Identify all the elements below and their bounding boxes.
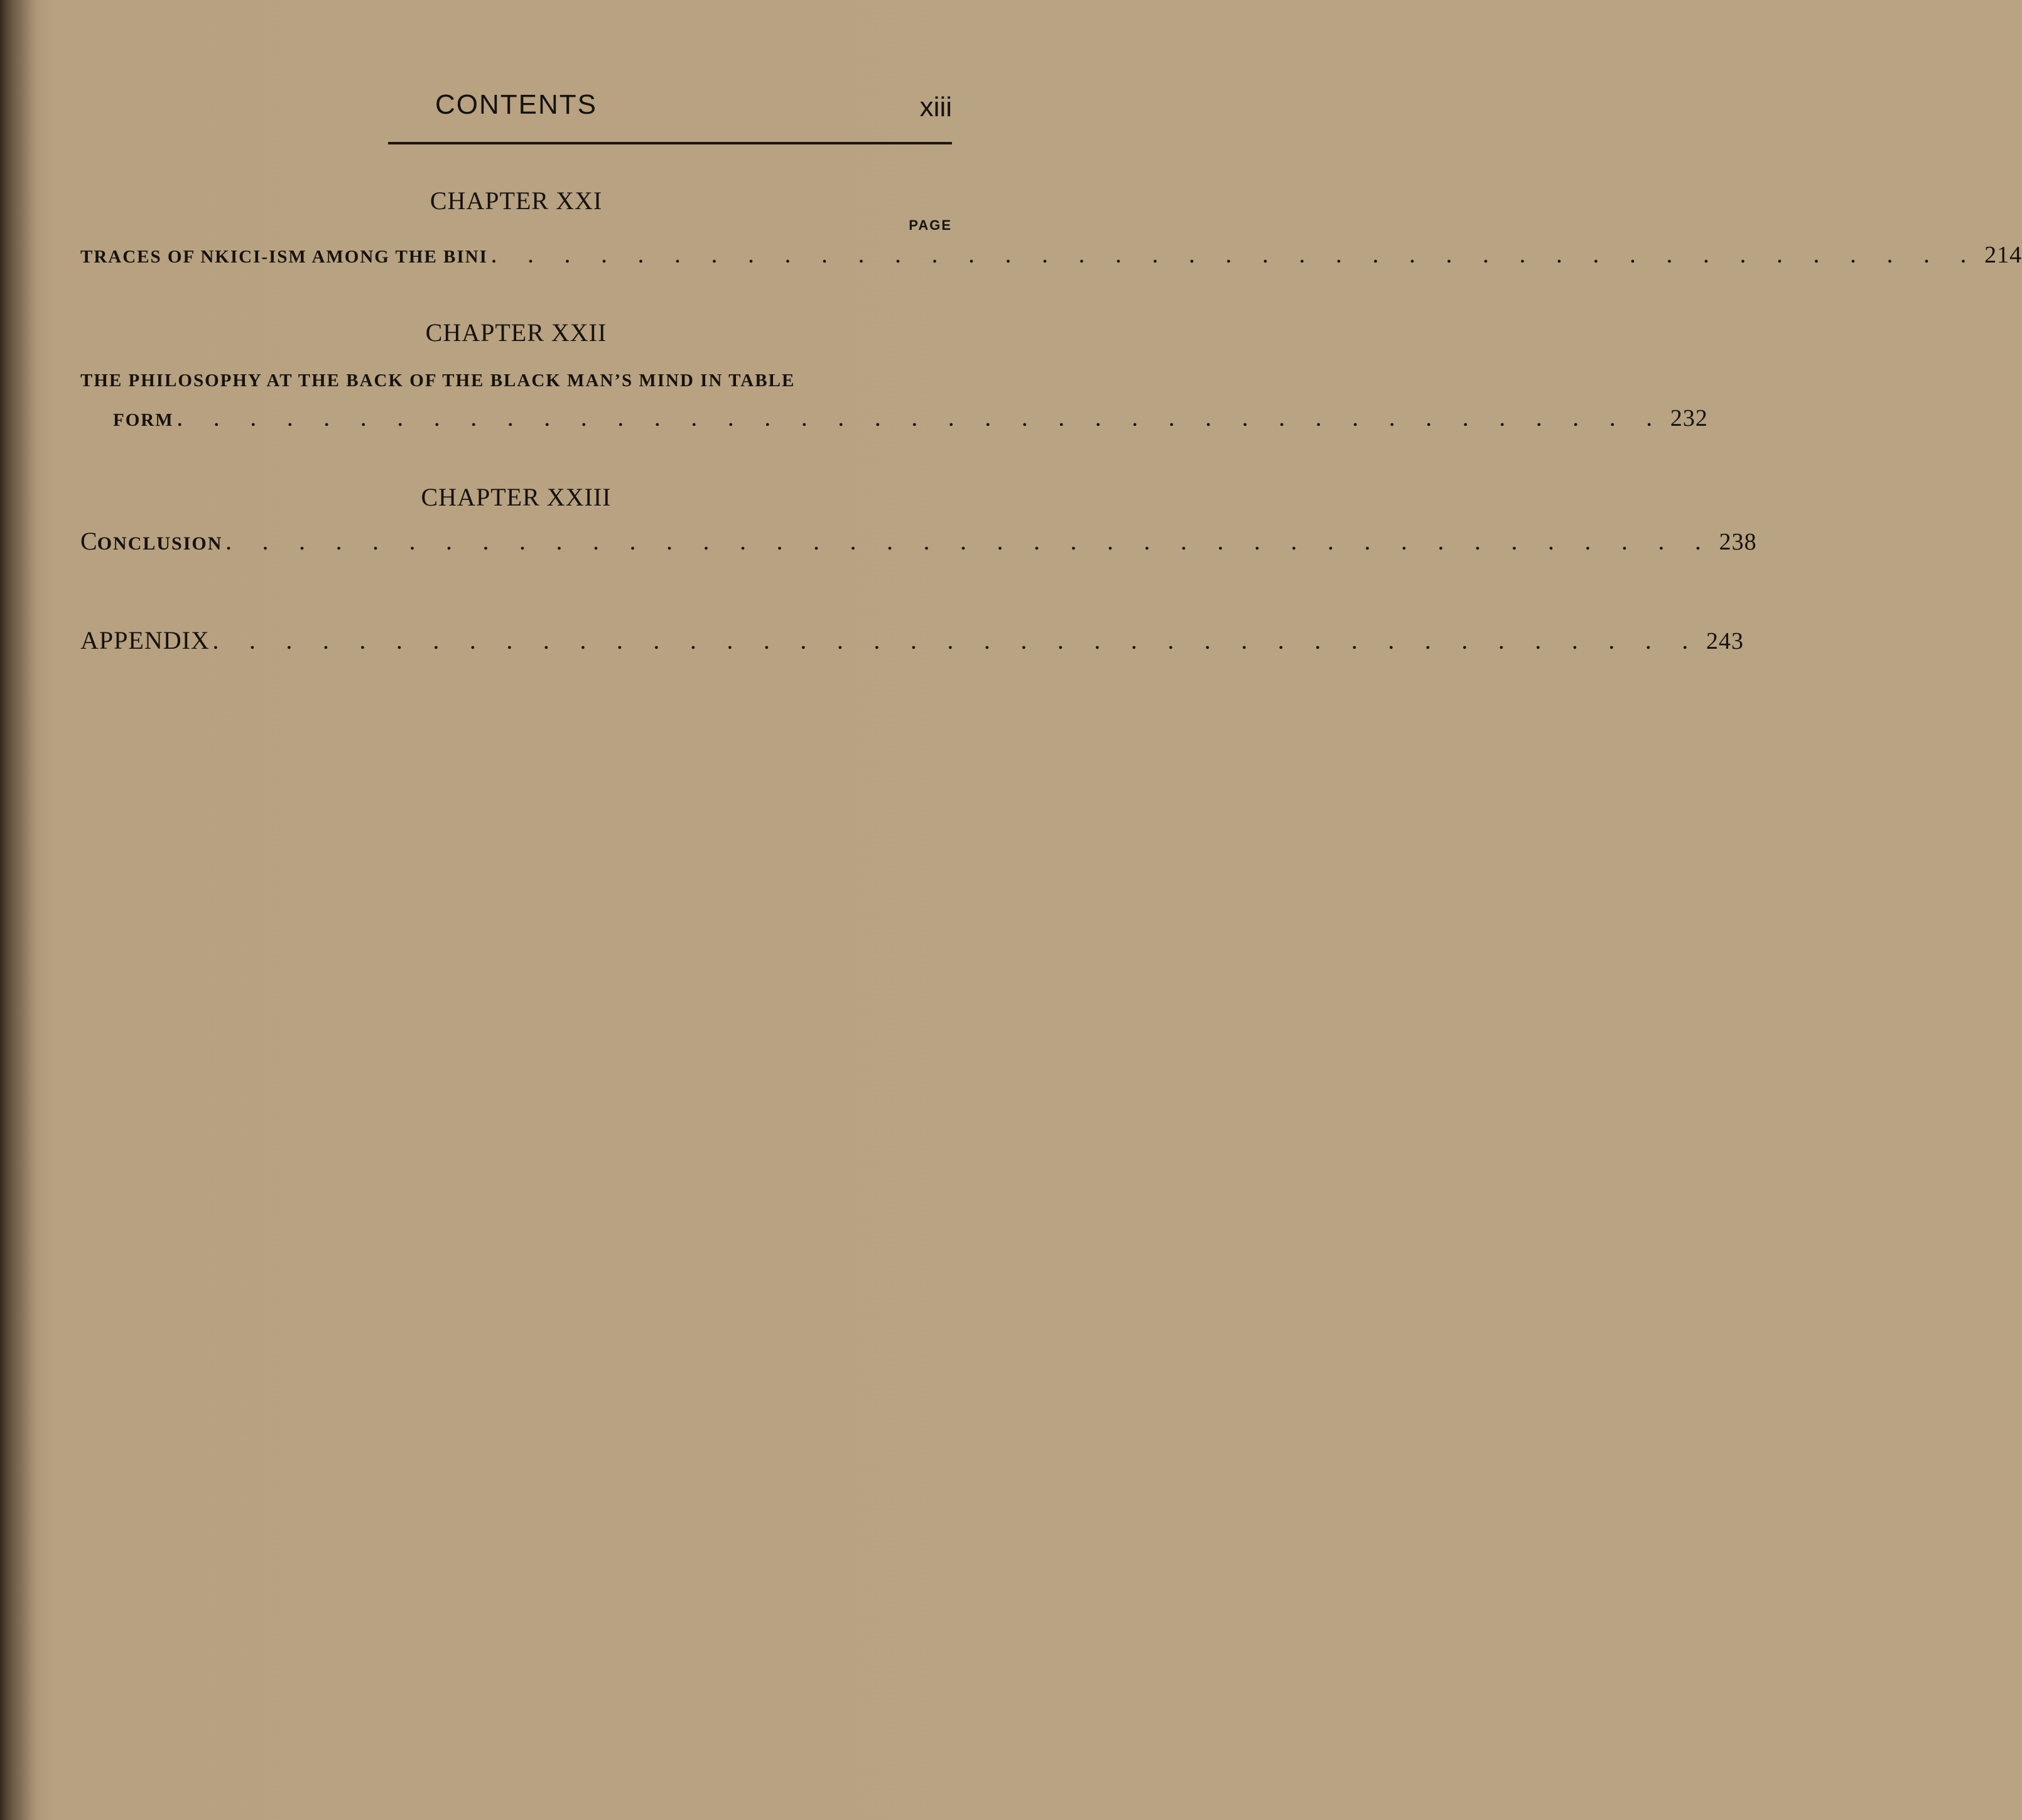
toc-entry-conclusion[interactable] [80, 526, 1757, 556]
dot-leader: . . . . . . . . . . . . . . . . . . . . . . . . . . . . . . . . . . . . . . . . . [213, 633, 1702, 653]
chapter-xxi-heading: CHAPTER XXI [430, 187, 603, 215]
toc-entry-page: 232 [1670, 405, 1708, 431]
toc-entry-title: TRACES OF NKICI-ISM AMONG THE BINI [80, 247, 488, 267]
toc-entry-title-rest: ONCLUSION [97, 533, 223, 554]
toc-entry-page: 243 [1706, 628, 1744, 654]
running-header-title: CONTENTS [435, 89, 597, 120]
toc-entry-title-initial: C [80, 527, 97, 555]
toc-entry-title-line1: THE PHILOSOPHY AT THE BACK OF THE BLACK MAN’S MIND IN TABLE [80, 371, 796, 391]
toc-entry-appendix[interactable] [80, 626, 1744, 655]
chapter-xxii-heading: CHAPTER XXII [425, 318, 607, 347]
toc-entry-page: 214 [1984, 242, 2022, 268]
toc-entry-title [80, 526, 222, 556]
book-spine-shadow [0, 0, 38, 1820]
dot-leader: . . . . . . . . . . . . . . . . . . . . . . . . . . . . . . . . . . . . . . . . . [226, 534, 1714, 554]
toc-entry-page: 238 [1719, 529, 1757, 555]
toc-entry-philosophy-table-form[interactable] [80, 404, 1708, 432]
dot-leader: . . . . . . . . . . . . . . . . . . . . . . . . . . . . . . . . . . . . . . . . . [491, 247, 1980, 267]
running-header [80, 89, 952, 146]
running-header-page-number: xiii [919, 92, 952, 122]
toc-entry-traces-of-nkici-ism[interactable] [80, 241, 2022, 269]
header-rule [388, 142, 952, 144]
dot-leader: . . . . . . . . . . . . . . . . . . . . . . . . . . . . . . . . . . . . . . . . . [177, 410, 1665, 430]
chapter-xxiii-heading: CHAPTER XXIII [421, 483, 612, 511]
toc-entry-title: APPENDIX [80, 626, 210, 654]
page-column-label: PAGE [909, 217, 952, 233]
toc-entry-title-line2: FORM [113, 410, 174, 430]
